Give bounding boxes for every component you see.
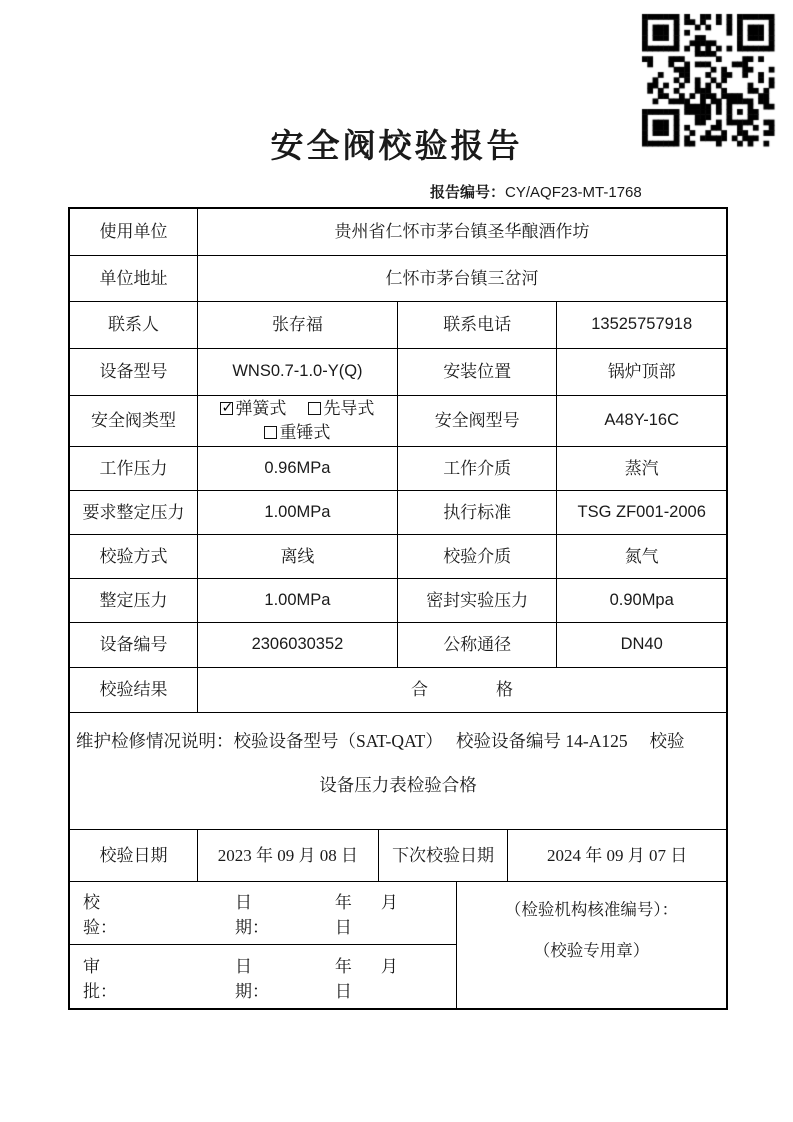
table-row — [70, 535, 726, 579]
table-row — [70, 830, 726, 882]
maintenance-note-line2: 设备压力表检验合格 — [319, 775, 477, 795]
report-number — [430, 181, 642, 202]
maintenance-note — [70, 713, 726, 829]
page-title: 安全阀校验报告 — [270, 129, 523, 165]
calibration-medium-value: 氮气 — [624, 546, 659, 566]
next-calibration-date-value: 2024 年 09 月 07 日 — [546, 845, 688, 865]
seal-test-pressure-value: 0.90Mpa — [609, 590, 674, 609]
report-number-label: 报告编号： — [430, 185, 506, 201]
table-row — [70, 713, 726, 830]
device-number-value: 2306030352 — [198, 623, 398, 667]
device-model-label: 设备型号 — [70, 349, 198, 395]
table-row — [70, 447, 726, 491]
calibration-date-label: 校验日期 — [70, 830, 198, 881]
nominal-diameter-value: DN40 — [620, 635, 663, 654]
table-row — [70, 256, 726, 302]
nominal-diameter-label: 公称通径 — [398, 623, 557, 667]
report-table — [68, 207, 728, 1010]
stamp-area — [457, 882, 726, 1008]
install-position-value: 锅炉顶部 — [607, 362, 676, 382]
standard-label: 执行标准 — [398, 491, 557, 534]
table-row — [70, 209, 726, 256]
set-pressure-value: 1.00MPa — [198, 579, 398, 622]
contact-phone-value: 13525757918 — [591, 315, 693, 334]
valve-option-pilot: 先导式 — [323, 399, 375, 419]
device-model-value: WNS0.7-1.0-Y(Q) — [198, 349, 398, 395]
checkbox-unchecked-icon — [264, 426, 277, 439]
table-row — [70, 579, 726, 623]
next-calibration-date-label: 下次校验日期 — [379, 830, 508, 881]
report-number-value: CY/AQF23-MT-1768 — [505, 184, 642, 201]
set-pressure-label: 整定压力 — [70, 579, 198, 622]
checkbox-unchecked-icon — [308, 402, 321, 415]
valve-option-weight: 重锤式 — [279, 423, 331, 442]
approver-ymd: 年 月 日 — [334, 956, 427, 1001]
unit-address-label: 单位地址 — [70, 256, 198, 301]
approver-sign-row — [70, 945, 456, 1008]
contact-phone-label: 联系电话 — [398, 302, 557, 348]
verifier-sign-label: 校验： — [83, 893, 117, 937]
required-set-pressure-value: 1.00MPa — [198, 491, 398, 534]
verifier-date-label: 日期： — [234, 893, 269, 937]
contact-person-label: 联系人 — [70, 302, 198, 348]
table-row — [70, 302, 726, 349]
valve-type-label: 安全阀类型 — [70, 396, 198, 446]
checkbox-checked-icon — [220, 402, 233, 415]
table-row — [70, 491, 726, 535]
calibration-method-label: 校验方式 — [70, 535, 198, 578]
inspection-org-number-label: （检验机构核准编号）： — [504, 900, 679, 919]
result-value: 合 格 — [410, 680, 513, 700]
approver-sign-label: 审批： — [83, 956, 117, 1001]
valve-type-options — [198, 396, 398, 446]
device-number-label: 设备编号 — [70, 623, 198, 667]
user-unit-label: 使用单位 — [70, 209, 198, 255]
table-row — [70, 668, 726, 713]
working-medium-value: 蒸汽 — [624, 458, 659, 478]
maintenance-note-line1: 维护检修情况说明：校验设备型号（SAT-QAT） 校验设备编号 14-A125 校验 — [76, 731, 685, 751]
working-medium-label: 工作介质 — [398, 447, 557, 490]
verifier-ymd: 年 月 日 — [334, 893, 427, 937]
table-row — [70, 349, 726, 396]
signature-section — [70, 882, 726, 1008]
valve-option-spring: 弹簧式 — [235, 399, 287, 419]
valve-model-label: 安全阀型号 — [398, 396, 557, 446]
valve-model-value: A48Y-16C — [604, 411, 679, 430]
calibration-method-value: 离线 — [198, 535, 398, 578]
working-pressure-value: 0.96MPa — [198, 447, 398, 490]
standard-value: TSG ZF001-2006 — [577, 502, 706, 521]
calibration-medium-label: 校验介质 — [398, 535, 557, 578]
install-position-label: 安装位置 — [398, 349, 557, 395]
result-label: 校验结果 — [70, 668, 198, 712]
calibration-date-value: 2023 年 09 月 08 日 — [198, 830, 379, 881]
seal-test-pressure-label: 密封实验压力 — [398, 579, 557, 622]
required-set-pressure-label: 要求整定压力 — [70, 491, 198, 534]
contact-person-value: 张存福 — [198, 302, 398, 348]
calibration-stamp-label: （校验专用章） — [533, 941, 650, 960]
table-row — [70, 623, 726, 668]
approver-date-label: 日期： — [234, 956, 269, 1001]
unit-address-value: 仁怀市茅台镇三岔河 — [385, 268, 539, 288]
working-pressure-label: 工作压力 — [70, 447, 198, 490]
user-unit-value: 贵州省仁怀市茅台镇圣华酿酒作坊 — [334, 222, 590, 242]
verifier-sign-row — [70, 882, 456, 945]
signature-left-block — [70, 882, 457, 1008]
table-row — [70, 396, 726, 447]
